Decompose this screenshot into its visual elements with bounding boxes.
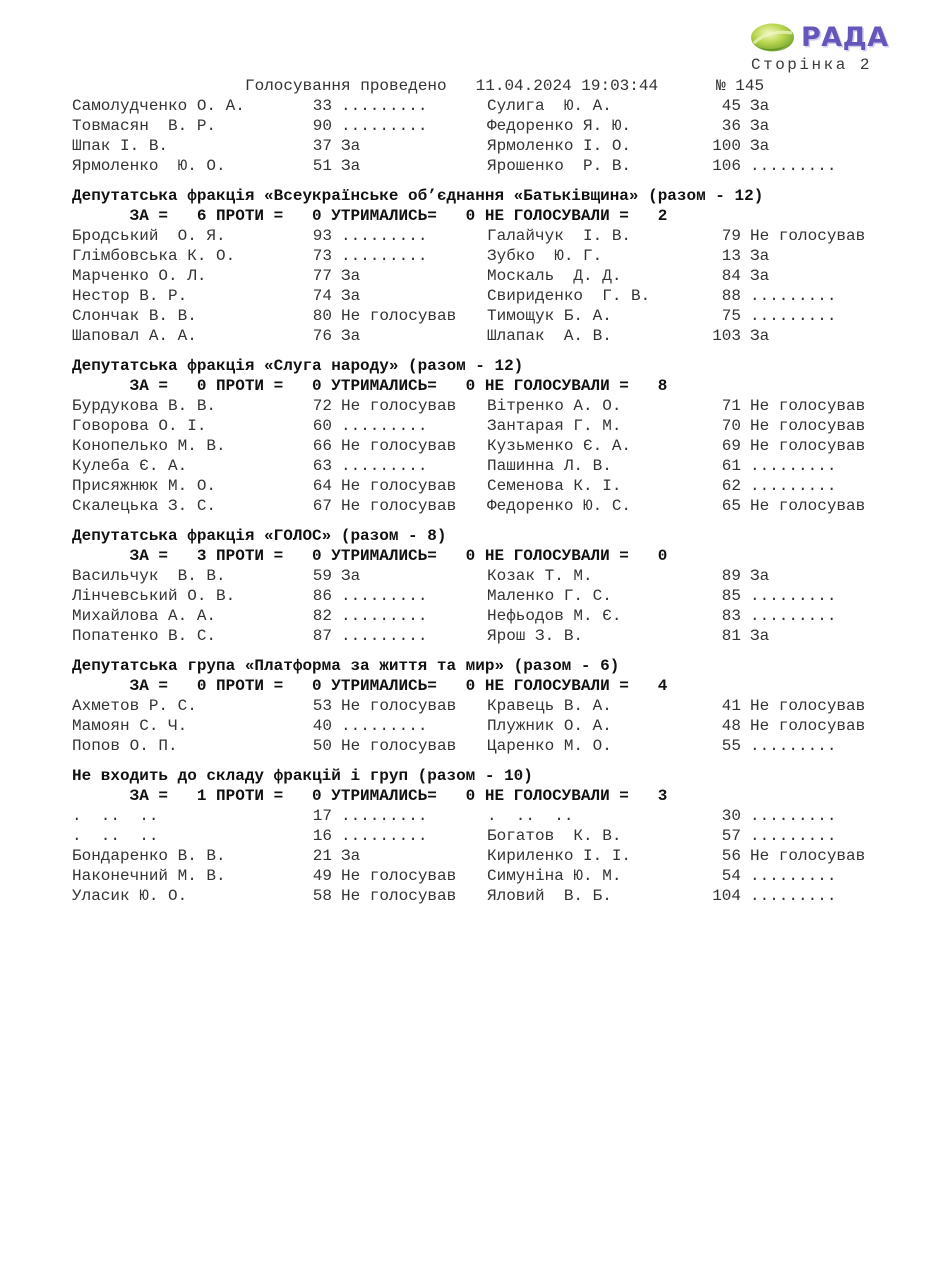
- deputy-row: [72, 326, 888, 346]
- deputy-name-left: Шаповал А. А.: [72, 327, 197, 345]
- vote-result-left: Не голосував: [341, 887, 457, 905]
- vote-result-left: За: [341, 267, 361, 285]
- card-number-right: 65: [721, 497, 741, 515]
- deputy-name-right: Зантарая Г. М.: [487, 417, 622, 435]
- card-number-right: 41: [721, 697, 741, 715]
- faction-title: Депутатська фракція «Всеукраїнське об’єднання «Батьківщина» (разом - 12): [72, 187, 764, 205]
- deputy-name-left: Ярмоленко Ю. О.: [72, 157, 226, 175]
- card-number-left: 67: [312, 497, 332, 515]
- card-number-left: 73: [312, 247, 332, 265]
- deputy-name-left: Присяжнюк М. О.: [72, 477, 217, 495]
- deputy-name-right: Ярошенко Р. В.: [487, 157, 632, 175]
- faction-summary-line: ЗА = 6 ПРОТИ = 0 УТРИМАЛИСЬ= 0 НЕ ГОЛОСУВАЛИ = 2: [72, 207, 668, 225]
- vote-result-left: .........: [341, 607, 428, 625]
- faction-title: Депутатська група «Платформа за життя та мир» (разом - 6): [72, 657, 620, 675]
- vote-result-left: Не голосував: [341, 477, 457, 495]
- vote-result-right: За: [750, 267, 770, 285]
- vote-result-right: Не голосував: [750, 497, 866, 515]
- deputy-name-right: Яловий В. Б.: [487, 887, 612, 905]
- deputy-name-right: Кузьменко Є. А.: [487, 437, 632, 455]
- deputy-name-left: Бондаренко В. В.: [72, 847, 226, 865]
- card-number-right: 61: [721, 457, 741, 475]
- deputy-name-right: Кириленко І. І.: [487, 847, 632, 865]
- card-number-left: 66: [312, 437, 332, 455]
- vote-result-left: За: [341, 137, 361, 155]
- deputy-row: [72, 696, 888, 716]
- vote-result-right: .........: [750, 157, 837, 175]
- card-number-left: 21: [312, 847, 332, 865]
- faction-section: [72, 356, 888, 516]
- deputy-name-right: Ярмоленко І. О.: [487, 137, 632, 155]
- faction-summary-line: ЗА = 0 ПРОТИ = 0 УТРИМАЛИСЬ= 0 НЕ ГОЛОСУВАЛИ = 8: [72, 377, 668, 395]
- vote-result-right: .........: [750, 827, 837, 845]
- rada-sphere-icon: [750, 22, 796, 53]
- continuation-rows: [72, 96, 888, 176]
- vote-header-datetime: 11.04.2024 19:03:44: [475, 77, 659, 95]
- deputy-name-right: Шлапак А. В.: [487, 327, 612, 345]
- faction-summary-line: ЗА = 1 ПРОТИ = 0 УТРИМАЛИСЬ= 0 НЕ ГОЛОСУВАЛИ = 3: [72, 787, 668, 805]
- deputy-row: [72, 846, 888, 866]
- card-number-right: 30: [721, 807, 741, 825]
- faction-section: [72, 656, 888, 756]
- deputy-row: [72, 116, 888, 136]
- rada-logo: [750, 22, 889, 53]
- card-number-left: 60: [312, 417, 332, 435]
- card-number-left: 74: [312, 287, 332, 305]
- deputy-row: [72, 306, 888, 326]
- deputy-name-left: Нестор В. Р.: [72, 287, 188, 305]
- card-number-right: 36: [721, 117, 741, 135]
- vote-result-left: Не голосував: [341, 307, 457, 325]
- card-number-right: 75: [721, 307, 741, 325]
- deputy-name-right: Плужник О. А.: [487, 717, 612, 735]
- vote-header-title: Голосування проведено: [245, 77, 447, 95]
- card-number-right: 84: [721, 267, 741, 285]
- vote-result-left: .........: [341, 247, 428, 265]
- vote-result-left: За: [341, 327, 361, 345]
- card-number-left: 59: [312, 567, 332, 585]
- vote-result-left: Не голосував: [341, 867, 457, 885]
- deputy-row: [72, 496, 888, 516]
- card-number-left: 53: [312, 697, 332, 715]
- deputy-row: [72, 566, 888, 586]
- card-number-left: 82: [312, 607, 332, 625]
- card-number-right: 85: [721, 587, 741, 605]
- deputy-name-left: . .. ..: [72, 827, 159, 845]
- vote-result-right: За: [750, 567, 770, 585]
- deputy-name-left: Уласик Ю. О.: [72, 887, 188, 905]
- vote-result-right: Не голосував: [750, 437, 866, 455]
- card-number-right: 71: [721, 397, 741, 415]
- card-number-left: 50: [312, 737, 332, 755]
- vote-result-left: Не голосував: [341, 437, 457, 455]
- card-number-right: 13: [721, 247, 741, 265]
- card-number-left: 77: [312, 267, 332, 285]
- deputy-row: [72, 606, 888, 626]
- faction-summary-line: ЗА = 0 ПРОТИ = 0 УТРИМАЛИСЬ= 0 НЕ ГОЛОСУВАЛИ = 4: [72, 677, 668, 695]
- card-number-right: 100: [712, 137, 741, 155]
- card-number-right: 57: [721, 827, 741, 845]
- faction-title: Не входить до складу фракцій і груп (разом - 10): [72, 767, 533, 785]
- vote-result-right: .........: [750, 867, 837, 885]
- card-number-left: 87: [312, 627, 332, 645]
- deputy-row: [72, 866, 888, 886]
- deputy-name-left: Конопелько М. В.: [72, 437, 226, 455]
- vote-result-left: .........: [341, 827, 428, 845]
- card-number-right: 83: [721, 607, 741, 625]
- page-number-label: Сторінка 2: [751, 56, 873, 74]
- vote-result-left: .........: [341, 117, 428, 135]
- deputy-name-left: Товмасян В. Р.: [72, 117, 217, 135]
- card-number-left: 49: [312, 867, 332, 885]
- vote-number: № 145: [716, 77, 765, 95]
- vote-result-right: .........: [750, 887, 837, 905]
- vote-result-left: За: [341, 567, 361, 585]
- deputy-name-left: Бурдукова В. В.: [72, 397, 217, 415]
- card-number-left: 64: [312, 477, 332, 495]
- deputy-name-right: Нефьодов М. Є.: [487, 607, 622, 625]
- deputy-name-right: Богатов К. В.: [487, 827, 622, 845]
- card-number-right: 48: [721, 717, 741, 735]
- deputy-row: [72, 586, 888, 606]
- faction-section: [72, 186, 888, 346]
- deputy-row: [72, 716, 888, 736]
- faction-title: Депутатська фракція «Слуга народу» (разом - 12): [72, 357, 524, 375]
- card-number-right: 88: [721, 287, 741, 305]
- deputy-name-right: Москаль Д. Д.: [487, 267, 622, 285]
- vote-result-right: За: [750, 137, 770, 155]
- deputy-name-left: Скалецька З. С.: [72, 497, 217, 515]
- card-number-left: 17: [312, 807, 332, 825]
- vote-result-left: За: [341, 157, 361, 175]
- deputy-row: [72, 416, 888, 436]
- vote-result-left: Не голосував: [341, 737, 457, 755]
- deputy-name-left: Наконечний М. В.: [72, 867, 226, 885]
- card-number-right: 55: [721, 737, 741, 755]
- deputy-row: [72, 286, 888, 306]
- card-number-right: 62: [721, 477, 741, 495]
- vote-result-left: За: [341, 287, 361, 305]
- vote-result-right: .........: [750, 457, 837, 475]
- faction-sections: [72, 186, 888, 906]
- deputy-name-left: Слончак В. В.: [72, 307, 197, 325]
- deputy-row: [72, 246, 888, 266]
- deputy-name-right: Маленко Г. С.: [487, 587, 612, 605]
- deputy-name-right: Семенова К. І.: [487, 477, 622, 495]
- card-number-right: 79: [721, 227, 741, 245]
- deputy-row: [72, 826, 888, 846]
- card-number-right: 81: [721, 627, 741, 645]
- vote-result-left: .........: [341, 457, 428, 475]
- card-number-right: 89: [721, 567, 741, 585]
- deputy-row: [72, 456, 888, 476]
- deputy-name-right: Зубко Ю. Г.: [487, 247, 603, 265]
- vote-result-left: Не голосував: [341, 697, 457, 715]
- deputy-name-right: Сулига Ю. А.: [487, 97, 612, 115]
- deputy-name-right: Царенко М. О.: [487, 737, 612, 755]
- vote-result-left: .........: [341, 227, 428, 245]
- vote-result-right: .........: [750, 307, 837, 325]
- card-number-left: 90: [312, 117, 332, 135]
- deputy-name-right: Ярош З. В.: [487, 627, 584, 645]
- deputy-row: [72, 736, 888, 756]
- rada-logo-text: РАДА: [801, 22, 889, 53]
- vote-result-right: .........: [750, 807, 837, 825]
- card-number-left: 33: [312, 97, 332, 115]
- deputy-name-left: Ахметов Р. С.: [72, 697, 197, 715]
- deputy-name-left: Кулеба Є. А.: [72, 457, 188, 475]
- card-number-right: 69: [721, 437, 741, 455]
- deputy-name-left: Шпак І. В.: [72, 137, 169, 155]
- card-number-left: 76: [312, 327, 332, 345]
- card-number-left: 16: [312, 827, 332, 845]
- vote-result-right: Не голосував: [750, 397, 866, 415]
- deputy-name-left: Самолудченко О. А.: [72, 97, 245, 115]
- deputy-name-left: Бродський О. Я.: [72, 227, 226, 245]
- vote-result-right: Не голосував: [750, 227, 866, 245]
- deputy-name-left: . .. ..: [72, 807, 159, 825]
- card-number-left: 58: [312, 887, 332, 905]
- card-number-right: 70: [721, 417, 741, 435]
- vote-result-right: .........: [750, 737, 837, 755]
- vote-result-right: Не голосував: [750, 847, 866, 865]
- faction-section: [72, 766, 888, 906]
- faction-summary-line: ЗА = 3 ПРОТИ = 0 УТРИМАЛИСЬ= 0 НЕ ГОЛОСУВАЛИ = 0: [72, 547, 668, 565]
- document-content: [72, 76, 888, 906]
- vote-result-right: За: [750, 117, 770, 135]
- card-number-right: 45: [721, 97, 741, 115]
- deputy-row: [72, 396, 888, 416]
- vote-result-right: .........: [750, 607, 837, 625]
- deputy-name-right: Тимощук Б. А.: [487, 307, 612, 325]
- vote-result-right: .........: [750, 477, 837, 495]
- vote-result-right: Не голосував: [750, 697, 866, 715]
- vote-result-left: .........: [341, 417, 428, 435]
- deputy-name-right: Вітренко А. О.: [487, 397, 622, 415]
- card-number-left: 63: [312, 457, 332, 475]
- vote-result-right: За: [750, 327, 770, 345]
- card-number-left: 93: [312, 227, 332, 245]
- deputy-name-left: Михайлова А. А.: [72, 607, 217, 625]
- vote-result-left: За: [341, 847, 361, 865]
- deputy-row: [72, 266, 888, 286]
- card-number-left: 72: [312, 397, 332, 415]
- vote-result-right: Не голосував: [750, 717, 866, 735]
- deputy-row: [72, 436, 888, 456]
- card-number-left: 51: [312, 157, 332, 175]
- card-number-left: 80: [312, 307, 332, 325]
- deputy-name-right: Свириденко Г. В.: [487, 287, 651, 305]
- deputy-row: [72, 476, 888, 496]
- deputy-name-left: Говорова О. І.: [72, 417, 207, 435]
- deputy-row: [72, 96, 888, 116]
- deputy-name-right: Федоренко Ю. С.: [487, 497, 632, 515]
- deputy-name-right: Козак Т. М.: [487, 567, 593, 585]
- deputy-name-left: Мамоян С. Ч.: [72, 717, 188, 735]
- deputy-name-right: Пашинна Л. В.: [487, 457, 612, 475]
- deputy-name-left: Глімбовська К. О.: [72, 247, 236, 265]
- card-number-right: 103: [712, 327, 741, 345]
- vote-result-left: Не голосував: [341, 397, 457, 415]
- deputy-name-left: Попатенко В. С.: [72, 627, 217, 645]
- deputy-name-right: Федоренко Я. Ю.: [487, 117, 632, 135]
- vote-result-right: За: [750, 97, 770, 115]
- deputy-row: [72, 156, 888, 176]
- deputy-row: [72, 806, 888, 826]
- card-number-left: 40: [312, 717, 332, 735]
- card-number-left: 86: [312, 587, 332, 605]
- card-number-right: 104: [712, 887, 741, 905]
- faction-section: [72, 526, 888, 646]
- deputy-name-left: Лінчевський О. В.: [72, 587, 236, 605]
- deputy-row: [72, 626, 888, 646]
- deputy-name-left: Попов О. П.: [72, 737, 178, 755]
- deputy-row: [72, 226, 888, 246]
- vote-result-left: .........: [341, 587, 428, 605]
- vote-result-right: За: [750, 247, 770, 265]
- vote-result-left: .........: [341, 97, 428, 115]
- vote-result-left: .........: [341, 717, 428, 735]
- deputy-row: [72, 136, 888, 156]
- deputy-name-left: Васильчук В. В.: [72, 567, 226, 585]
- deputy-name-right: . .. ..: [487, 807, 574, 825]
- vote-result-right: .........: [750, 287, 837, 305]
- deputy-row: [72, 886, 888, 906]
- vote-result-left: .........: [341, 627, 428, 645]
- deputy-name-left: Марченко О. Л.: [72, 267, 207, 285]
- vote-result-right: Не голосував: [750, 417, 866, 435]
- deputy-name-right: Галайчук І. В.: [487, 227, 632, 245]
- vote-result-right: За: [750, 627, 770, 645]
- card-number-left: 37: [312, 137, 332, 155]
- vote-result-left: .........: [341, 807, 428, 825]
- card-number-right: 106: [712, 157, 741, 175]
- deputy-name-right: Симуніна Ю. М.: [487, 867, 622, 885]
- deputy-name-right: Кравець В. А.: [487, 697, 612, 715]
- card-number-right: 56: [721, 847, 741, 865]
- faction-title: Депутатська фракція «ГОЛОС» (разом - 8): [72, 527, 447, 545]
- card-number-right: 54: [721, 867, 741, 885]
- vote-result-right: .........: [750, 587, 837, 605]
- vote-result-left: Не голосував: [341, 497, 457, 515]
- vote-header-line: [72, 76, 888, 96]
